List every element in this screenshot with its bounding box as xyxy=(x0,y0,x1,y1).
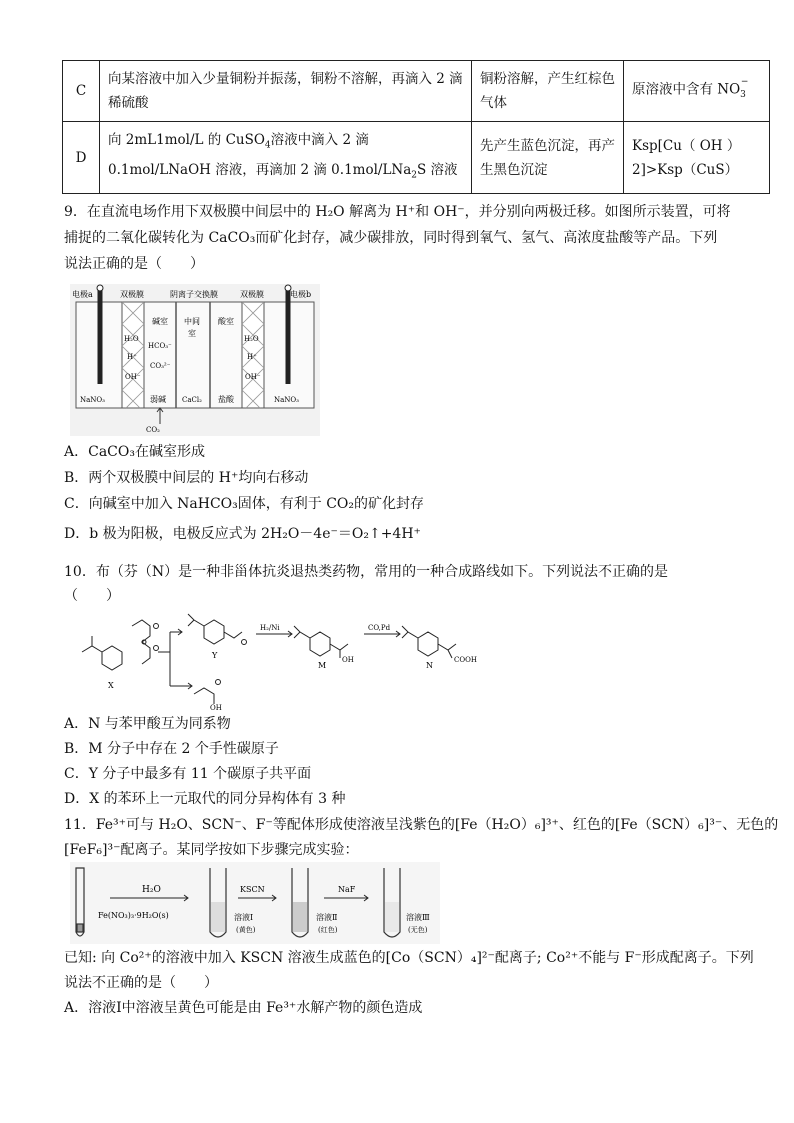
q11-option-a: A．溶液Ⅰ中溶液呈黄色可能是由 Fe³⁺水解产物的颜色造成 xyxy=(64,1000,423,1016)
q10-option-b: B．M 分子中存在 2 个手性碳原子 xyxy=(64,741,279,757)
label-sol3: 溶液Ⅲ xyxy=(406,913,430,922)
label-oh-m: OH xyxy=(342,656,354,664)
q10-option-c: C．Y 分子中最多有 11 个碳原子共平面 xyxy=(64,766,312,782)
row-label: C xyxy=(63,61,100,122)
q9-option-b: B．两个双极膜中间层的 H⁺均向右移动 xyxy=(64,470,309,486)
test-tube-experiment-diagram xyxy=(70,862,440,944)
q9-option-c: C．向碱室中加入 NaHCO₃固体，有利于 CO₂的矿化封存 xyxy=(64,496,425,512)
q10-stem-line1: 10．布（芬（N）是一种非甾体抗炎退热类药物，常用的一种合成路线如下。下列说法不正确的是 xyxy=(64,564,669,580)
row-label: D xyxy=(63,122,100,194)
label-molecule-y: Y xyxy=(212,651,218,660)
label-sol2: 溶液Ⅱ xyxy=(316,913,338,922)
label-nano3-left: NaNO₃ xyxy=(80,396,105,404)
q9-stem-line3: 说法正确的是（ ） xyxy=(64,256,204,272)
label-weak-base: 弱碱 xyxy=(150,395,166,404)
q10-option-d: D．X 的苯环上一元取代的同分异构体有 3 种 xyxy=(64,791,346,807)
q9-option-d: D．b 极为阳极，电极反应式为 2H₂O－4e⁻＝O₂↑+4H⁺ xyxy=(64,526,421,542)
label-hplus-left: H⁺ xyxy=(127,353,137,361)
label-electrode-b: 电极b xyxy=(290,290,312,299)
step-h2o: H₂O xyxy=(142,885,161,895)
label-sol1-color: (黄色) xyxy=(236,926,256,934)
label-ohminus-right: OH⁻ xyxy=(245,373,261,381)
label-middle-room-2: 室 xyxy=(188,329,196,338)
q10-stem-line2: （ ） xyxy=(64,588,120,604)
phenomenon-cell: 铜粉溶解，产生红棕色气体 xyxy=(472,61,624,122)
molecule-x xyxy=(82,636,122,670)
label-molecule-x: X xyxy=(108,681,114,690)
label-hco3: HCO₃⁻ xyxy=(148,342,172,350)
label-solid: Fe(NO₃)₃·9H₂O(s) xyxy=(98,911,169,920)
label-bipolar-left: 双极膜 xyxy=(120,290,144,299)
q9-stem-line1: 9．在直流电场作用下双极膜中间层中的 H₂O 解离为 H⁺和 OH⁻，并分别向两极迁移。如图所示装置，可将 xyxy=(64,204,731,220)
label-bipolar-right: 双极膜 xyxy=(240,290,264,299)
label-nano3-right: NaNO₃ xyxy=(274,396,299,404)
reagent-co-pd: CO,Pd xyxy=(368,624,391,632)
label-oh-acid: OH xyxy=(210,704,222,712)
step-kscn: KSCN xyxy=(240,885,265,894)
conclusion-cell: 原溶液中含有 $NO_3^-$ xyxy=(624,61,770,122)
q9-stem-line2: 捕捉的二氧化碳转化为 CaCO₃而矿化封存，减少碳排放，同时得到氧气、氢气、高浓度盐酸等产品。下列 xyxy=(64,230,718,246)
q11-note-line1: 已知: 向 Co²⁺的溶液中加入 KSCN 溶液生成蓝色的[Co（SCN）₄]²⁻配离子; Co²⁺不能与 F⁻形成配离子。下列 xyxy=(64,950,754,966)
q9-option-a: A．CaCO₃在碱室形成 xyxy=(64,444,205,460)
options-table xyxy=(62,60,770,194)
label-co3: CO₃²⁻ xyxy=(150,362,171,370)
label-sol2-color: (红色) xyxy=(318,926,338,934)
step-naf: NaF xyxy=(338,885,356,894)
reagent-h2-ni: H₂/Ni xyxy=(260,624,280,632)
q11-stem-line2: [FeF₆]³⁻配离子。某同学按如下步骤完成实验： xyxy=(64,842,359,858)
label-base-room: 碱室 xyxy=(152,317,168,326)
operation-cell: 向某溶液中加入少量铜粉并振荡，铜粉不溶解，再滴入 2 滴稀硫酸 xyxy=(100,61,472,122)
label-middle-room-1: 中间 xyxy=(184,317,200,326)
label-ohminus-left: OH⁻ xyxy=(125,373,141,381)
molecule-m xyxy=(294,626,348,658)
label-h2o-right: H₂O xyxy=(244,335,259,343)
label-sol1: 溶液Ⅰ xyxy=(234,913,254,922)
label-electrode-a: 电极a xyxy=(72,290,93,299)
molecule-n xyxy=(402,626,456,658)
molecule-y xyxy=(188,614,247,645)
label-cooh: COOH xyxy=(454,656,477,664)
table-row xyxy=(63,61,770,122)
label-h2o-left: H₂O xyxy=(124,335,139,343)
q11-stem-line1: 11．Fe³⁺可与 H₂O、SCN⁻、F⁻等配体形成使溶液呈浅紫色的[Fe（H₂O）₆]³⁺、红色的[Fe（SCN）₆]³⁻、无色的 xyxy=(64,817,779,833)
label-hcl: 盐酸 xyxy=(218,395,234,404)
label-acid-room: 酸室 xyxy=(218,317,234,326)
label-anion-membrane: 阴离子交换膜 xyxy=(170,290,218,299)
label-molecule-n: N xyxy=(426,661,433,670)
label-co2: CO₂ xyxy=(146,426,160,434)
table-row xyxy=(63,122,770,194)
electrolysis-apparatus-diagram xyxy=(70,284,320,436)
label-molecule-m: M xyxy=(318,661,327,670)
label-sol3-color: (无色) xyxy=(408,926,428,934)
phenomenon-cell: 先产生蓝色沉淀，再产生黑色沉淀 xyxy=(472,122,624,194)
q10-option-a: A．N 与苯甲酸互为同系物 xyxy=(64,716,231,732)
q11-note-line2: 说法不正确的是（ ） xyxy=(64,975,218,991)
conclusion-cell: Ksp[Cu（ OH ）2]>Ksp（CuS） xyxy=(624,122,770,194)
operation-cell: 向 2mL1mol/L 的 CuSO$_4$溶液中滴入 2 滴 0.1mol/LNaOH 溶液，再滴加 2 滴 0.1mol/LNa$_2$S 溶液 xyxy=(100,122,472,194)
label-cacl2: CaCl₂ xyxy=(182,396,202,404)
label-hplus-right: H⁺ xyxy=(247,353,257,361)
synthesis-route-diagram xyxy=(70,612,510,712)
